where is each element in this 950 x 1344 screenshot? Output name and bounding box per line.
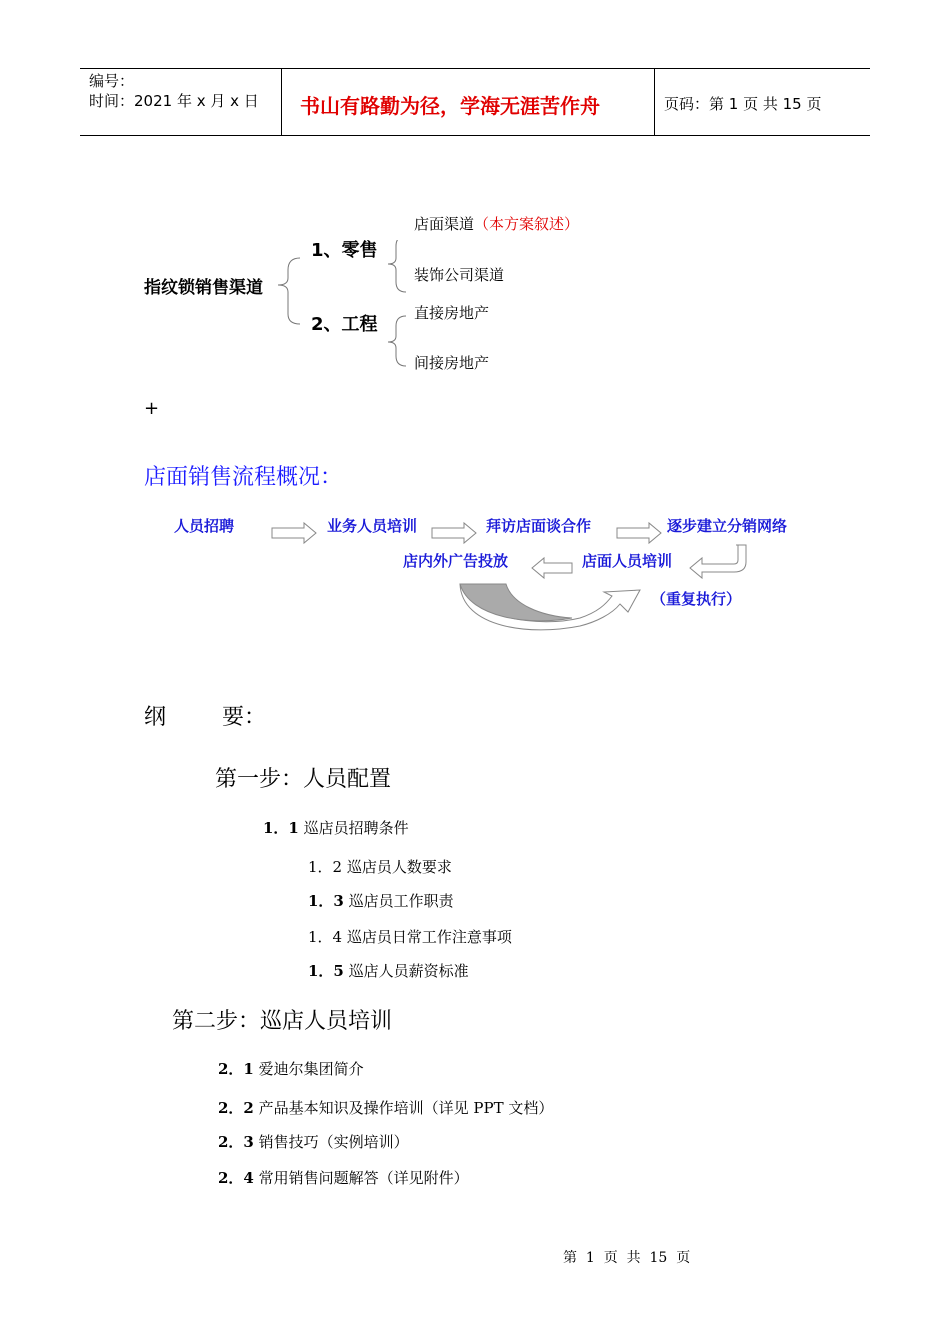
item-number: 1．3 [308, 892, 344, 910]
header-page-label: 页码：第 1 页 共 15 页 [664, 95, 822, 113]
flow-step-staff-training: 业务人员培训 [327, 517, 418, 535]
header-motto: 书山有路勤为径，学海无涯苦作舟 [300, 94, 600, 118]
flow-title: 店面销售流程概况： [144, 465, 343, 490]
item-text: 常用销售问题解答（详见附件） [258, 1169, 469, 1187]
leaf-store-channel-note: （本方案叙述） [474, 215, 580, 233]
item-number: 2．2 [218, 1099, 254, 1117]
branch-project-label: 2、工程 [311, 314, 378, 335]
header-number-label: 编号： [89, 72, 135, 90]
tree-root-label: 指纹锁销售渠道 [144, 278, 263, 298]
item-text: 巡店员招聘条件 [303, 819, 409, 837]
item-number: 1．5 [308, 962, 344, 980]
list-item [218, 1167, 469, 1188]
flow-step-advertising: 店内外广告投放 [403, 552, 509, 570]
flow-step-build-network: 逐步建立分销网络 [667, 517, 788, 535]
flow-step-store-staff-training: 店面人员培训 [582, 552, 673, 570]
flow-step-visit-stores: 拜访店面谈合作 [486, 517, 592, 535]
item-text: 销售技巧（实例培训） [258, 1133, 409, 1151]
item-text: 巡店员日常工作注意事项 [346, 928, 512, 946]
item-number: 1．4 [308, 928, 343, 946]
list-item [308, 960, 469, 981]
list-item [263, 817, 409, 838]
list-item [308, 856, 452, 877]
item-number: 1．1 [263, 819, 299, 837]
list-item [218, 1097, 553, 1118]
item-number: 2．1 [218, 1060, 254, 1078]
item-number: 1．2 [308, 858, 343, 876]
section-1-title: 第一步：人员配置 [215, 767, 392, 792]
item-number: 2．4 [218, 1169, 254, 1187]
repeat-curve-shadow-icon [460, 584, 572, 621]
section-2-title: 第二步：巡店人员培训 [172, 1009, 393, 1034]
item-text: 产品基本知识及操作培训（详见 PPT 文档） [258, 1099, 554, 1117]
leaf-decoration-channel: 装饰公司渠道 [414, 266, 505, 284]
page-footer: 第 1 页 共 15 页 [563, 1250, 691, 1266]
item-text: 巡店人员薪资标准 [348, 962, 469, 980]
arrow-right-3-icon [617, 523, 661, 543]
plus-mark: + [144, 398, 160, 419]
branch-retail-label: 1、零售 [311, 240, 378, 261]
list-item [218, 1058, 364, 1079]
item-text: 爱迪尔集团简介 [258, 1060, 364, 1078]
arrow-right-1-icon [272, 523, 316, 543]
list-item [308, 890, 454, 911]
outline-title: 纲 要： [144, 705, 266, 730]
leaf-store-channel-text: 店面渠道 [414, 215, 475, 233]
flow-step-recruit: 人员招聘 [174, 517, 235, 535]
leaf-direct-realestate: 直接房地产 [414, 304, 490, 322]
arrow-bent-icon [690, 545, 746, 578]
arrow-left-icon [532, 558, 572, 578]
header-time-label: 时间：2021 年 x 月 x 日 [89, 92, 259, 110]
list-item [218, 1131, 409, 1152]
flow-arrows [0, 0, 950, 640]
list-item [308, 926, 512, 947]
flow-repeat-label: （重复执行） [651, 590, 742, 608]
item-text: 巡店员工作职责 [348, 892, 454, 910]
arrow-right-2-icon [432, 523, 476, 543]
item-text: 巡店员人数要求 [346, 858, 452, 876]
item-number: 2．3 [218, 1133, 254, 1151]
leaf-indirect-realestate: 间接房地产 [414, 354, 490, 372]
